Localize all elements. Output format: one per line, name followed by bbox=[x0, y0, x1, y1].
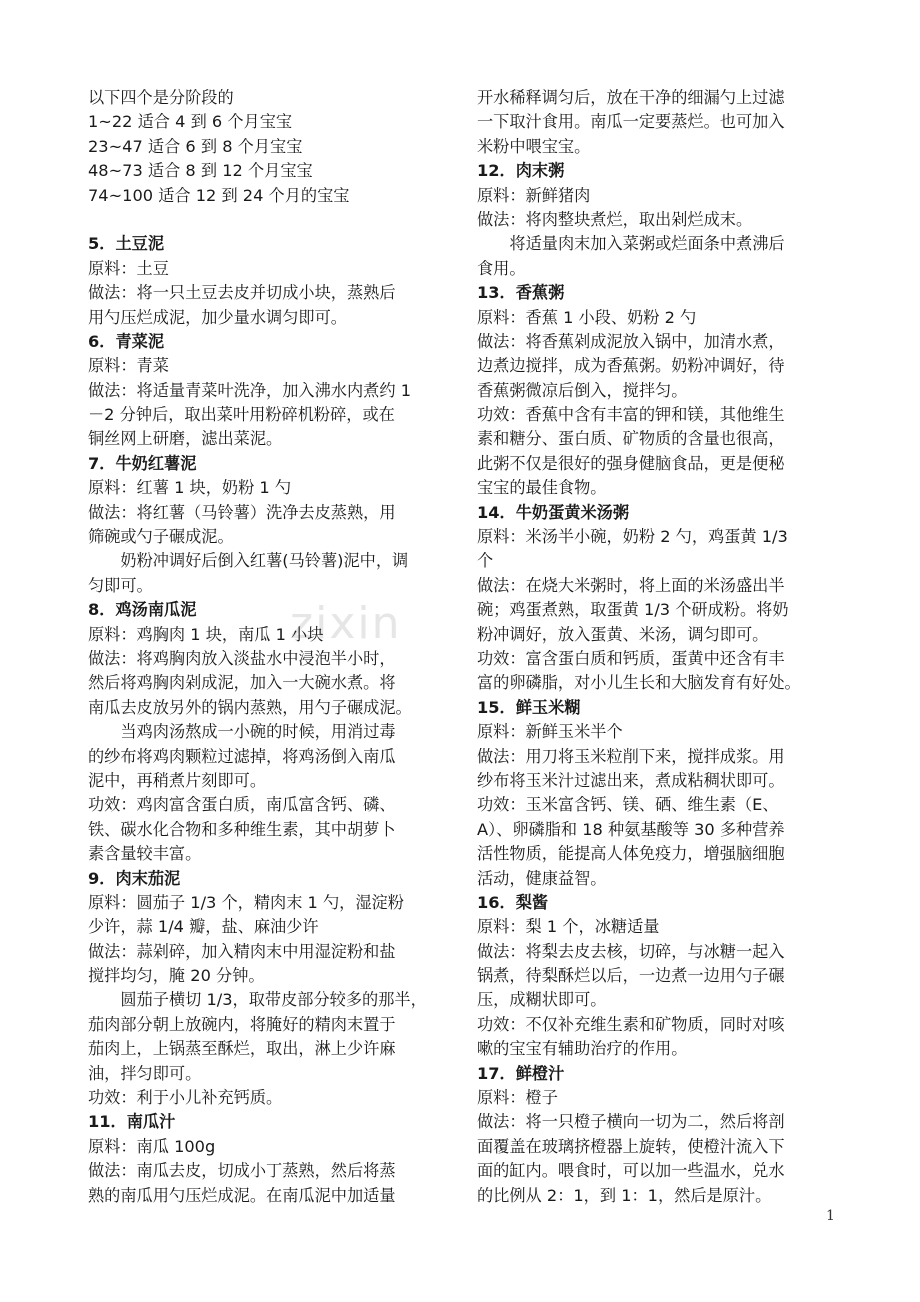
text-line: 泥中，再稍煮片刻即可。 bbox=[88, 770, 267, 790]
text-line: 做法：将适量青菜叶洗净，加入沸水内煮约 1 bbox=[88, 380, 412, 400]
recipe-title: 13．香蕉粥 bbox=[477, 283, 565, 303]
text-line: 原料：新鲜玉米半个 bbox=[477, 722, 623, 742]
text-line: 原料：橙子 bbox=[477, 1088, 558, 1108]
text-line: 做法：南瓜去皮，切成小丁蒸熟，然后将蒸 bbox=[88, 1161, 396, 1181]
text-line: 功效：富含蛋白质和钙质，蛋黄中还含有丰 bbox=[477, 648, 785, 668]
text-line: 74~100 适合 12 到 24 个月的宝宝 bbox=[88, 185, 350, 205]
text-line: 素含量较丰富。 bbox=[88, 844, 202, 864]
blank-line bbox=[88, 208, 450, 232]
text-line: 做法：将一只橙子横向一切为二，然后将剖 bbox=[477, 1112, 785, 1132]
text-line: 食用。 bbox=[477, 258, 526, 278]
recipe-title: 15．鲜玉米糊 bbox=[477, 697, 581, 717]
recipe-title: 5．土豆泥 bbox=[88, 234, 165, 254]
text-line: 原料：青菜 bbox=[88, 356, 169, 376]
right-column bbox=[477, 86, 832, 1208]
text-line: 纱布将玉米汁过滤出来，煮成粘稠状即可。 bbox=[477, 770, 785, 790]
text-line: 原料：新鲜猪肉 bbox=[477, 185, 591, 205]
text-line: 功效：不仅补充维生素和矿物质，同时对咳 bbox=[477, 1014, 785, 1034]
text-line: 匀即可。 bbox=[88, 575, 153, 595]
text-line: 原料：土豆 bbox=[88, 258, 169, 278]
text-line: 的纱布将鸡肉颗粒过滤掉，将鸡汤倒入南瓜 bbox=[88, 746, 396, 766]
text-line: 面覆盖在玻璃挤橙器上旋转，使橙汁流入下 bbox=[477, 1136, 785, 1156]
text-line: 锅煮，待梨酥烂以后，一边煮一边用勺子碾 bbox=[477, 966, 785, 986]
recipe-title: 11．南瓜汁 bbox=[88, 1112, 176, 1132]
text-line: 功效：利于小儿补充钙质。 bbox=[88, 1088, 283, 1108]
text-line: 做法：将红薯（马铃薯）洗净去皮蒸熟，用 bbox=[88, 502, 396, 522]
text-line: 功效：鸡肉富含蛋白质，南瓜富含钙、磷、 bbox=[88, 795, 396, 815]
text-line: 宝宝的最佳食物。 bbox=[477, 478, 607, 498]
text-line: 素和糖分、蛋白质、矿物质的含量也很高， bbox=[477, 429, 785, 449]
recipe-title: 17．鲜橙汁 bbox=[477, 1063, 565, 1083]
text-line: 活性物质，能提高人体免疫力，增强脑细胞 bbox=[477, 844, 785, 864]
text-line: 活动，健康益智。 bbox=[477, 868, 607, 888]
text-line: 少许，蒜 1/4 瓣，盐、麻油少许 bbox=[88, 917, 319, 937]
text-line: 圆茄子横切 1/3，取带皮部分较多的那半， bbox=[120, 990, 427, 1010]
text-line: 原料：南瓜 100g bbox=[88, 1136, 216, 1156]
recipe-title: 8．鸡汤南瓜泥 bbox=[88, 600, 197, 620]
text-line: 富的卵磷脂，对小儿生长和大脑发育有好处。 bbox=[477, 673, 801, 693]
text-line: 一下取汁食用。南瓜一定要蒸烂。也可加入 bbox=[477, 112, 785, 132]
recipe-title: 6．青菜泥 bbox=[88, 331, 165, 351]
text-line: 功效：玉米富含钙、镁、硒、维生素（E、 bbox=[477, 795, 779, 815]
text-line: 原料：梨 1 个，冰糖适量 bbox=[477, 917, 660, 937]
text-line: 南瓜去皮放另外的锅内蒸熟，用勺子碾成泥。 bbox=[88, 697, 412, 717]
text-line: 将适量肉末加入菜粥或烂面条中煮沸后 bbox=[509, 234, 785, 254]
recipe-title: 12．肉末粥 bbox=[477, 161, 565, 181]
text-line: 碗；鸡蛋煮熟，取蛋黄 1/3 个研成粉。将奶 bbox=[477, 600, 789, 620]
text-line: 铁、碳水化合物和多种维生素，其中胡萝卜 bbox=[88, 819, 396, 839]
text-line: 搅拌均匀，腌 20 分钟。 bbox=[88, 966, 265, 986]
text-line: 23~47 适合 6 到 8 个月宝宝 bbox=[88, 136, 303, 156]
text-line: 开水稀释调匀后，放在干净的细漏勺上过滤 bbox=[477, 88, 785, 107]
text-line: 48~73 适合 8 到 12 个月宝宝 bbox=[88, 161, 313, 181]
text-line: 此粥不仅是很好的强身健脑食品，更是便秘 bbox=[477, 453, 785, 473]
text-line: 香蕉粥微凉后倒入，搅拌匀。 bbox=[477, 380, 688, 400]
text-line: 做法：蒜剁碎，加入精肉末中用湿淀粉和盐 bbox=[88, 941, 396, 961]
text-line: 筛碗或勺子碾成泥。 bbox=[88, 527, 234, 547]
text-line: 米粉中喂宝宝。 bbox=[477, 136, 591, 156]
text-line: 油，拌匀即可。 bbox=[88, 1063, 202, 1083]
text-line: 做法：用刀将玉米粒削下来，搅拌成浆。用 bbox=[477, 746, 785, 766]
text-line: 做法：在烧大米粥时，将上面的米汤盛出半 bbox=[477, 575, 785, 595]
text-line: 原料：圆茄子 1/3 个，精肉末 1 勺，湿淀粉 bbox=[88, 892, 404, 912]
text-line: 原料：鸡胸肉 1 块，南瓜 1 小块 bbox=[88, 624, 324, 644]
text-line: 然后将鸡胸肉剁成泥，加入一大碗水煮。将 bbox=[88, 673, 396, 693]
text-line: 原料：香蕉 1 小段、奶粉 2 勺 bbox=[477, 307, 697, 327]
text-line: 做法：将肉整块煮烂，取出剁烂成末。 bbox=[477, 209, 753, 229]
text-line: 做法：将一只土豆去皮并切成小块，蒸熟后 bbox=[88, 283, 396, 303]
text-line: 熟的南瓜用勺压烂成泥。在南瓜泥中加适量 bbox=[88, 1185, 396, 1205]
text-line: 奶粉冲调好后倒入红薯(马铃薯)泥中，调 bbox=[120, 551, 409, 571]
text-line: 个 bbox=[477, 551, 494, 571]
text-line: 功效：香蕉中含有丰富的钾和镁，其他维生 bbox=[477, 405, 785, 425]
text-line: 做法：将香蕉剁成泥放入锅中，加清水煮， bbox=[477, 331, 785, 351]
text-line: 做法：将鸡胸肉放入淡盐水中浸泡半小时， bbox=[88, 648, 396, 668]
recipe-title: 16．梨酱 bbox=[477, 892, 549, 912]
text-line: 用勺压烂成泥，加少量水调匀即可。 bbox=[88, 307, 347, 327]
text-line: 以下四个是分阶段的 bbox=[88, 88, 234, 107]
text-line: 茄肉部分朝上放碗内，将腌好的精肉末置于 bbox=[88, 1014, 396, 1034]
text-line: 原料：红薯 1 块，奶粉 1 勺 bbox=[88, 478, 292, 498]
recipe-title: 14．牛奶蛋黄米汤粥 bbox=[477, 502, 630, 522]
text-line: A）、卵磷脂和 18 种氨基酸等 30 多种营养 bbox=[477, 819, 785, 839]
text-line: 原料：米汤半小碗，奶粉 2 勺，鸡蛋黄 1/3 bbox=[477, 527, 788, 547]
watermark: zixin bbox=[290, 598, 402, 649]
text-line: 茄肉上，上锅蒸至酥烂，取出，淋上少许麻 bbox=[88, 1039, 396, 1059]
left-column bbox=[88, 86, 450, 1208]
page-number: 1 bbox=[826, 1208, 835, 1224]
text-line: 边煮边搅拌，成为香蕉粥。奶粉冲调好，待 bbox=[477, 356, 785, 376]
text-line: 面的缸内。喂食时，可以加一些温水，兑水 bbox=[477, 1161, 785, 1181]
text-line: 的比例从 2：1，到 1：1，然后是原汁。 bbox=[477, 1185, 772, 1205]
text-line: 当鸡肉汤熬成一小碗的时候，用消过毒 bbox=[120, 722, 396, 742]
text-line: 粉冲调好，放入蛋黄、米汤，调匀即可。 bbox=[477, 624, 769, 644]
text-line: 1~22 适合 4 到 6 个月宝宝 bbox=[88, 112, 293, 132]
text-line: 铜丝网上研磨，滤出菜泥。 bbox=[88, 429, 283, 449]
text-line: －2 分钟后，取出菜叶用粉碎机粉碎，或在 bbox=[88, 405, 395, 425]
text-line: 压，成糊状即可。 bbox=[477, 990, 607, 1010]
text-line: 嗽的宝宝有辅助治疗的作用。 bbox=[477, 1039, 688, 1059]
text-line: 做法：将梨去皮去核，切碎，与冰糖一起入 bbox=[477, 941, 785, 961]
recipe-title: 9．肉末茄泥 bbox=[88, 868, 181, 888]
recipe-title: 7．牛奶红薯泥 bbox=[88, 453, 197, 473]
